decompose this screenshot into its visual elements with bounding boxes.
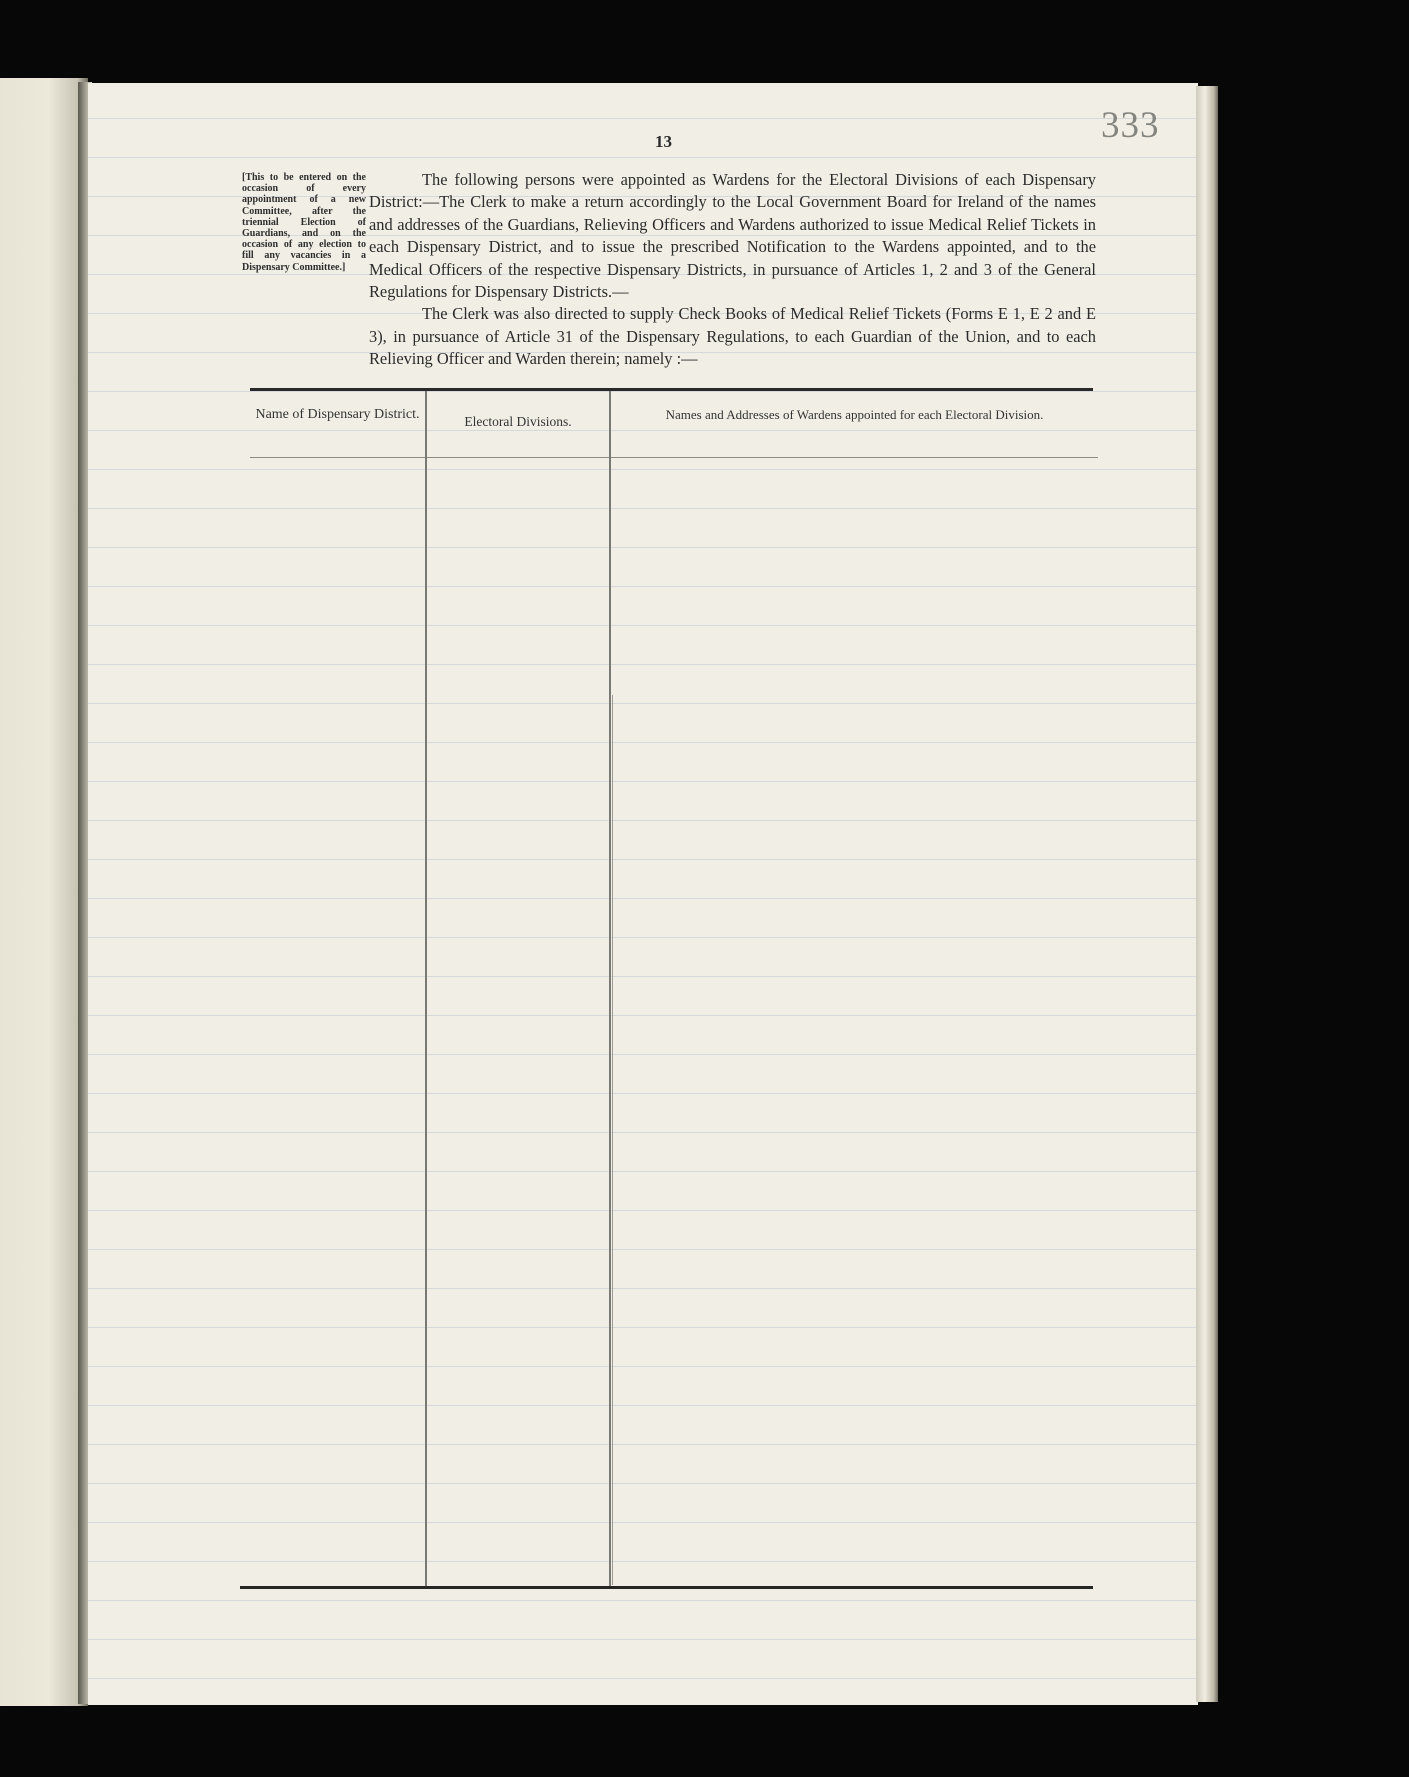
header-dispensary-district: Name of Dispensary District.	[255, 407, 420, 422]
table-header-rule	[250, 457, 1098, 458]
intro-paragraph-2: The Clerk was also directed to supply Check Books of Medical Relief Tickets (Forms E 1, E 2 and E 3), in pursuance of Article 31 of the Dispensary Regulations, to each Guardian of the Union, and to each Relieving Officer and Warden therein; namely :—	[369, 304, 1096, 369]
left-page-edge	[0, 78, 88, 1706]
table-top-rule	[250, 388, 1093, 391]
column-divider-1	[425, 391, 427, 1588]
intro-paragraph-1: The following persons were appointed as Wardens for the Electoral Divisions of each Dispensary District:—The Clerk to make a return accordingly to the Local Government Board for Ireland of the names and addresses of the Guardians, Relieving Officers and Wardens authorized to issue Medical Relief Tickets in each Dispensary District, and to issue the prescribed Notification to the Wardens appointed, and to the Medical Officers of the respective Dispensary Districts, in pursuance of Articles 1, 2 and 3 of the General Regulations for Dispensary Districts.—	[369, 170, 1096, 302]
header-electoral-divisions: Electoral Divisions.	[464, 414, 572, 429]
page-number: 13	[655, 132, 672, 151]
stamped-folio-number: 333	[1101, 105, 1160, 146]
column-divider-2-trace	[612, 695, 613, 1585]
margin-note: [This to be entered on the occasion of every appointment of a new Committee, after the triennial Election of Guardians, and on the occasion of any election to fill any vacancies in a Dispensary Committee.]	[242, 172, 366, 273]
intro-text	[369, 169, 1096, 371]
column-divider-2	[609, 391, 611, 1586]
header-wardens-names-addresses: Names and Addresses of Wardens appointed for each Electoral Division.	[665, 407, 1044, 422]
page-edges	[1196, 86, 1218, 1702]
table-bottom-rule	[240, 1586, 1093, 1589]
